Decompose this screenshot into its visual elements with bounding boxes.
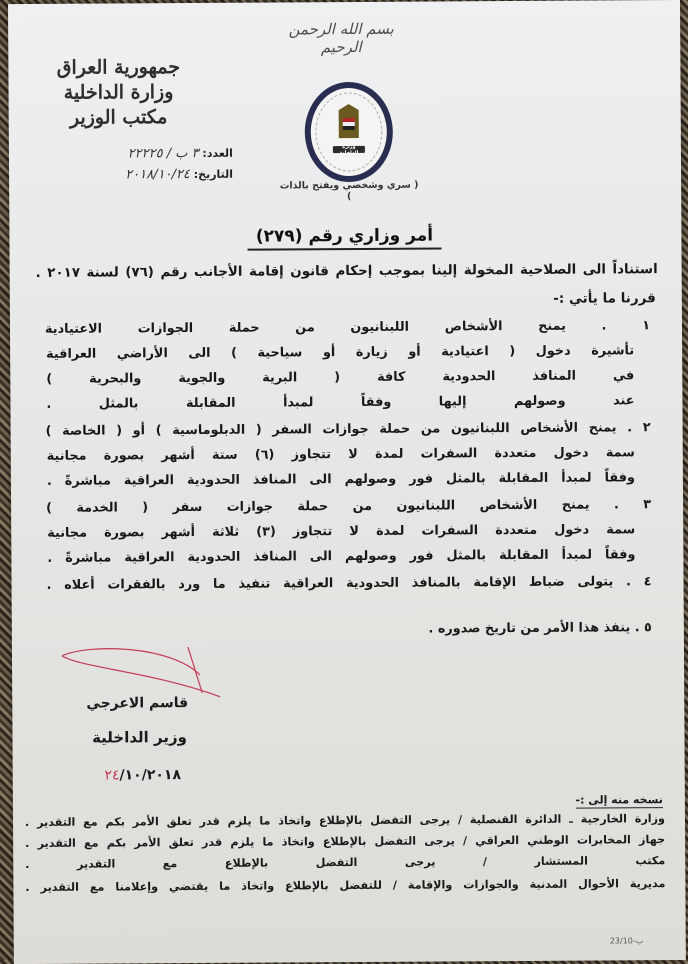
reference-number <box>37 146 233 162</box>
basmala: بسم الله الرحمن الرحيم <box>288 19 394 57</box>
item-1-line-3: في المنافذ الحدودية كافة ( البرية والجوية والبحرية ) <box>46 368 635 387</box>
signatory-title: وزير الداخلية <box>91 728 187 747</box>
item-3-line-1: ٣ . يمنح الأشخاص اللبنانيون من حملة جوازات سفر ( الخدمة ) <box>46 497 652 516</box>
document-page <box>8 0 686 964</box>
copy-recipient: وزارة الخارجية ـ الدائرة القنصلية / يرجى التفضل بالإطلاع واتخاذ ما يلزم قدر تعلق الأمر بكم مع التقدير . <box>24 812 666 830</box>
reference-date-label: التاريخ: <box>193 167 234 181</box>
item-4-line-1: ٤ . يتولى ضباط الإقامة بالمنافذ الحدودية العراقية تنفيذ ما ورد بالفقرات أعلاه . <box>46 574 652 593</box>
item-2-line-2: سمة دخول متعددة السفرات لمدة لا تتجاوز (٦) ستة أشهر بصورة مجانية <box>46 445 635 464</box>
item-1-line-1: ١ . يمنح الأشخاص اللبنانيون من حملة الجوازات الاعتيادية <box>44 318 651 337</box>
seal-caption: وزارة الداخلية <box>339 143 359 157</box>
signature-date <box>83 767 203 784</box>
signature-date-day: ٢٤ <box>104 767 120 784</box>
item-1-line-4: عند وصولهم إليها وفقاً لمبدأ المقابلة بالمثل . <box>46 393 635 412</box>
reference-number-value: ٣ ب / ٢٢٢٢٥ <box>127 145 199 162</box>
item-2-line-1: ٢ . يمنح الأشخاص اللبنانيون من حملة جوازات السفر ( الدبلوماسية ) أو ( الخاصة ) <box>45 420 651 439</box>
issuer-ministry: وزارة الداخلية <box>63 81 174 104</box>
reference-date <box>47 167 233 183</box>
preamble: استناداً الى الصلاحية المخولة إلينا بموجب إحكام قانون إقامة الأجانب رقم (٧٦) لسنة ٢٠١٧ . <box>35 262 658 281</box>
issuer-country: جمهورية العراق <box>56 56 181 79</box>
order-title-text: أمر وزاري رقم (٢٧٩) <box>248 225 441 250</box>
signatory-name: قاسم الاعرجي <box>86 695 189 712</box>
footer-code: 23/10-ب <box>609 936 644 946</box>
order-title <box>239 225 449 246</box>
item-3-line-2: سمة دخول متعددة السفرات لمدة لا تتجاوز (٣) ثلاثة أشهر بصورة مجانية <box>47 522 636 541</box>
item-3-line-3: وفقاً لمبدأ المقابلة بالمثل فور وصولهم الى المنافذ الحدودية العراقية مباشرةً . <box>47 547 636 566</box>
reference-number-label: العدد: <box>202 146 233 160</box>
signature-date-rest: /١٠/٢٠١٨ <box>119 767 182 784</box>
classification-label: ( سري وشخصي ويفتح بالذات ) <box>279 179 419 203</box>
item-1-line-2: تأشيرة دخول ( اعتيادية أو زيارة أو سياحية ) الى الأراضي العراقية <box>46 343 635 362</box>
item-5-line-1: ٥ . ينفذ هذا الأمر من تاريخ صدوره . <box>428 620 652 637</box>
decided-heading: قررنا ما يأتي :- <box>553 290 656 307</box>
issuer-office: مكتب الوزير <box>69 106 168 129</box>
copy-recipient: جهاز المخابرات الوطني العراقي / يرجى التفضل بالإطلاع واتخاذ ما يلزم قدر تعلق الأمر بكم مع التقدير . <box>25 833 666 851</box>
copy-recipient: مديرية الأحوال المدنية والجوازات والإقامة / للتفضل بالإطلاع واتخاذ ما يقتضي وإعلامنا مع التقدير . <box>25 877 666 895</box>
copy-recipient: مكتب المستشار / يرجى التفضل بالإطلاع مع التقدير . <box>25 854 666 872</box>
issuer-block <box>28 55 208 131</box>
ministry-seal-logo <box>302 80 395 185</box>
copies-heading: نسخه منه إلى :- <box>575 793 663 807</box>
reference-date-value: ٢٠١٨/١٠/٢٤ <box>125 166 190 183</box>
item-2-line-3: وفقاً لمبدأ المقابلة بالمثل فور وصولهم الى المنافذ الحدودية العراقية مباشرةً . <box>46 470 635 489</box>
